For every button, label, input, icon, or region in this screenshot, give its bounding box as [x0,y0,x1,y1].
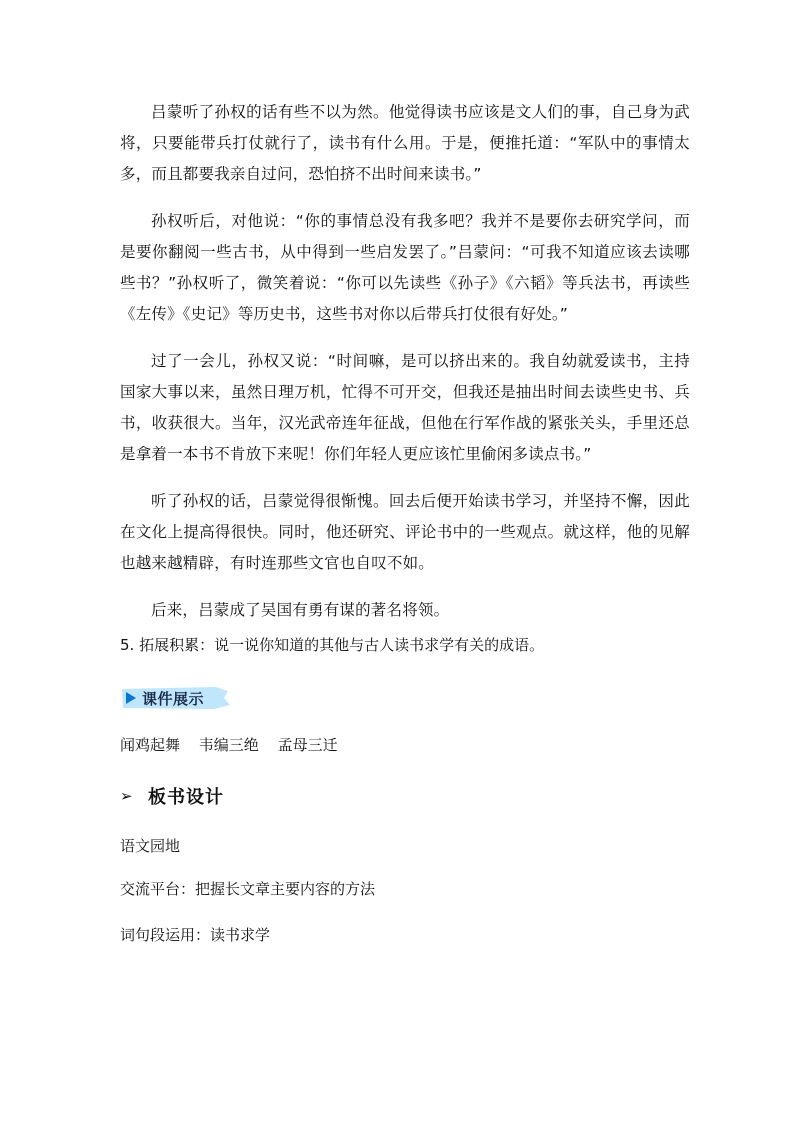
story-text [120,97,690,642]
arrow-bullet-icon: ➢ [120,787,133,805]
story-paragraph-4: 听了孙权的话，吕蒙觉得很惭愧。回去后便开始读书学习，并坚持不懈，因此在文化上提高得很快。同时，他还研究、评论书中的一些观点。就这样，他的见解也越来越精辟，有时连那些文官也自叹不如。 [120,492,690,572]
board-design-heading [120,783,224,809]
extension-question: 5. 拓展积累：说一说你知道的其他与古人读书求学有关的成语。 [120,636,545,654]
play-triangle-icon [126,692,136,704]
story-paragraph-1: 吕蒙听了孙权的话有些不以为然。他觉得读书应该是文人们的事，自己身为武将，只要能带兵打仗就行了，读书有什么用。于是，便推托道：“军队中的事情太多，而且都要我亲自过问，恐怕挤不出时间来读书。” [120,103,690,183]
board-line-2: 交流平台：把握长文章主要内容的方法 [120,880,376,898]
courseware-badge [120,685,232,711]
idiom-item: 孟母三迁 [277,736,338,754]
story-paragraph-3: 过了一会儿，孙权又说：“时间嘛，是可以挤出来的。我自幼就爱读书，主持国家大事以来，虽然日理万机，忙得不可开交，但我还是抽出时间去读些史书、兵书，收获很大。当年，汉光武帝连年征战，但他在行军作战的紧张关头，手里还总是拿着一本书不肯放下来呢！你们年轻人更应该忙里偷闲多读点书。” [120,352,690,463]
story-paragraph-5: 后来，吕蒙成了吴国有勇有谋的著名将领。 [151,601,450,619]
badge-label: 课件展示 [142,689,205,708]
idiom-list [120,734,352,756]
board-design-title: 板书设计 [148,787,224,808]
idiom-item: 闻鸡起舞 [120,736,181,754]
story-paragraph-2: 孙权听后，对他说：“你的事情总没有我多吧？我并不是要你去研究学问，而是要你翻阅一些古书，从中得到一些启发罢了。”吕蒙问：“可我不知道应该去读哪些书？”孙权听了，微笑着说：“你可以先读些《孙子》《六韬》等兵法书，再读些《左传》《史记》等历史书，这些书对你以后带兵打仗很有好处。” [120,212,690,323]
board-line-3: 词句段运用：读书求学 [120,926,271,944]
board-line-1: 语文园地 [120,837,181,855]
idiom-item: 韦编三绝 [198,736,259,754]
